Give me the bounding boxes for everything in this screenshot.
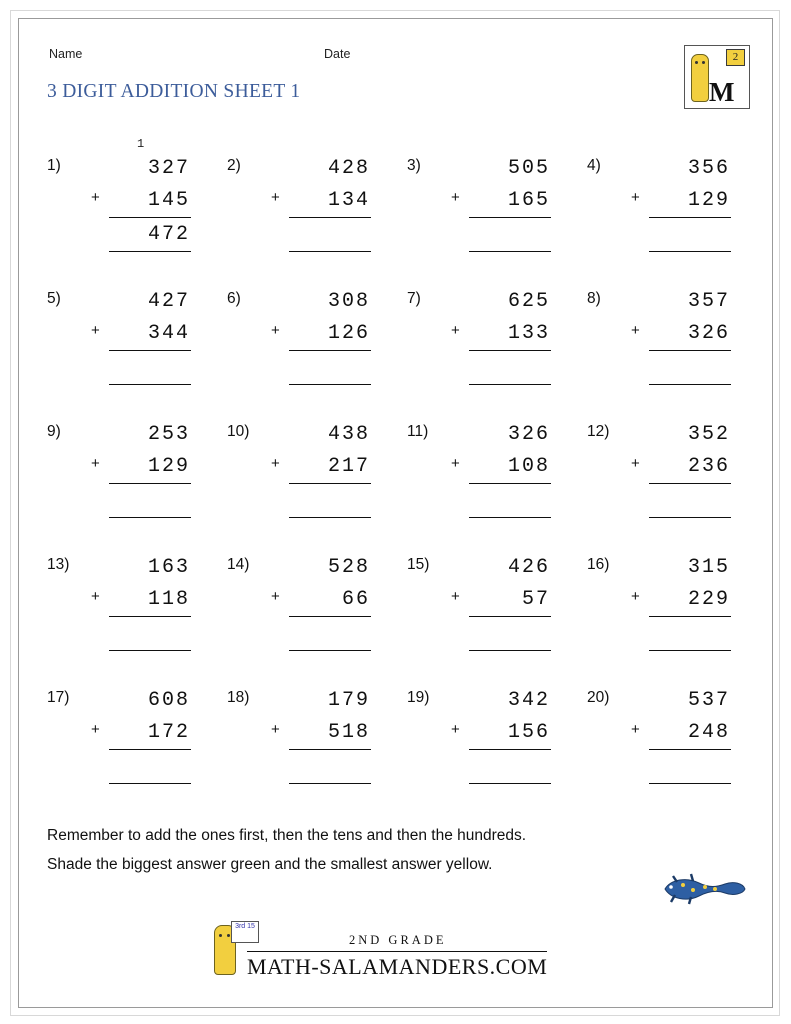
addend-top: 342 xyxy=(507,689,550,712)
addend-top: 625 xyxy=(507,290,550,313)
addend-bottom: 57 xyxy=(521,588,550,611)
sum-rule xyxy=(109,350,191,351)
plus-sign: + xyxy=(271,322,280,339)
addend-top: 505 xyxy=(507,157,550,180)
addend-top: 537 xyxy=(687,689,730,712)
problem-number: 17) xyxy=(47,689,70,706)
plus-sign: + xyxy=(451,189,460,206)
plus-sign: + xyxy=(91,322,100,339)
answer-rule xyxy=(649,384,731,385)
problem-number: 5) xyxy=(47,290,61,307)
addend-top: 356 xyxy=(687,157,730,180)
sum-rule xyxy=(289,616,371,617)
plus-sign: + xyxy=(271,588,280,605)
plus-sign: + xyxy=(631,588,640,605)
mascot-sign-icon: 3rd 15 xyxy=(231,921,259,943)
addend-bottom: 518 xyxy=(327,721,370,744)
addend-bottom: 126 xyxy=(327,322,370,345)
addend-top: 327 xyxy=(147,157,190,180)
plus-sign: + xyxy=(451,322,460,339)
answer-rule xyxy=(109,517,191,518)
sum-rule xyxy=(289,217,371,218)
problem-number: 7) xyxy=(407,290,421,307)
instruction-line-2: Shade the biggest answer green and the smallest answer yellow. xyxy=(47,856,493,873)
problem-row xyxy=(19,272,772,405)
plus-sign: + xyxy=(271,455,280,472)
answer-field[interactable]: 472 xyxy=(147,223,190,246)
sum-rule xyxy=(469,350,551,351)
addend-bottom: 236 xyxy=(687,455,730,478)
addend-bottom: 229 xyxy=(687,588,730,611)
answer-rule xyxy=(469,251,551,252)
sum-rule xyxy=(289,483,371,484)
answer-rule xyxy=(109,783,191,784)
addend-top: 352 xyxy=(687,423,730,446)
problem-row xyxy=(19,538,772,671)
problem-number: 9) xyxy=(47,423,61,440)
addend-bottom: 145 xyxy=(147,189,190,212)
addend-top: 163 xyxy=(147,556,190,579)
sum-rule xyxy=(649,483,731,484)
addend-top: 426 xyxy=(507,556,550,579)
plus-sign: + xyxy=(451,721,460,738)
addend-bottom: 129 xyxy=(147,455,190,478)
answer-rule xyxy=(109,650,191,651)
instruction-line-1: Remember to add the ones first, then the tens and then the hundreds. xyxy=(47,827,527,844)
addend-top: 428 xyxy=(327,157,370,180)
problem-number: 2) xyxy=(227,157,241,174)
addend-top: 308 xyxy=(327,290,370,313)
grade-label: 2ND GRADE xyxy=(349,933,447,947)
sum-rule xyxy=(109,217,191,218)
addend-bottom: 133 xyxy=(507,322,550,345)
carry-digit: 1 xyxy=(137,137,145,151)
plus-sign: + xyxy=(451,588,460,605)
problem-row xyxy=(19,671,772,804)
addend-top: 528 xyxy=(327,556,370,579)
answer-rule xyxy=(649,783,731,784)
problem-number: 13) xyxy=(47,556,70,573)
plus-sign: + xyxy=(91,189,100,206)
sum-rule xyxy=(649,749,731,750)
answer-rule xyxy=(649,517,731,518)
answer-rule xyxy=(289,650,371,651)
problem-number: 12) xyxy=(587,423,610,440)
problem-row xyxy=(19,405,772,538)
addend-bottom: 108 xyxy=(507,455,550,478)
problem-grid xyxy=(19,139,772,804)
math-salamanders-logo xyxy=(684,45,750,109)
addend-bottom: 248 xyxy=(687,721,730,744)
addend-top: 427 xyxy=(147,290,190,313)
answer-rule xyxy=(109,384,191,385)
problem-number: 18) xyxy=(227,689,250,706)
plus-sign: + xyxy=(91,455,100,472)
problem-number: 14) xyxy=(227,556,250,573)
sum-rule xyxy=(649,350,731,351)
sum-rule xyxy=(469,616,551,617)
problem-number: 3) xyxy=(407,157,421,174)
addend-bottom: 156 xyxy=(507,721,550,744)
sum-rule xyxy=(109,616,191,617)
answer-rule xyxy=(289,251,371,252)
plus-sign: + xyxy=(631,189,640,206)
plus-sign: + xyxy=(271,721,280,738)
problem-number: 4) xyxy=(587,157,601,174)
plus-sign: + xyxy=(451,455,460,472)
plus-sign: + xyxy=(631,721,640,738)
sum-rule xyxy=(469,483,551,484)
addend-bottom: 129 xyxy=(687,189,730,212)
worksheet-sheet xyxy=(18,18,773,1008)
addend-bottom: 165 xyxy=(507,189,550,212)
sum-rule xyxy=(469,217,551,218)
sum-rule xyxy=(109,483,191,484)
answer-rule xyxy=(469,650,551,651)
problem-number: 19) xyxy=(407,689,430,706)
name-label: Name xyxy=(49,47,83,61)
addend-bottom: 134 xyxy=(327,189,370,212)
answer-rule xyxy=(289,783,371,784)
worksheet-header xyxy=(19,19,772,139)
page-title: 3 DIGIT ADDITION SHEET 1 xyxy=(47,81,301,102)
sum-rule xyxy=(649,616,731,617)
instructions xyxy=(47,821,737,879)
logo-letter-m: M xyxy=(709,77,735,107)
problem-number: 15) xyxy=(407,556,430,573)
addend-top: 315 xyxy=(687,556,730,579)
sum-rule xyxy=(289,350,371,351)
addend-bottom: 172 xyxy=(147,721,190,744)
date-label: Date xyxy=(324,47,351,61)
answer-rule xyxy=(289,384,371,385)
problem-number: 8) xyxy=(587,290,601,307)
lizard-icon xyxy=(657,871,747,905)
answer-rule xyxy=(649,650,731,651)
answer-rule xyxy=(469,517,551,518)
addend-bottom: 344 xyxy=(147,322,190,345)
problem-number: 1) xyxy=(47,157,61,174)
sum-rule xyxy=(469,749,551,750)
site-url[interactable]: MATH-SALAMANDERS.COM xyxy=(247,951,547,980)
problem-number: 16) xyxy=(587,556,610,573)
addend-top: 253 xyxy=(147,423,190,446)
plus-sign: + xyxy=(91,721,100,738)
sum-rule xyxy=(109,749,191,750)
addend-bottom: 66 xyxy=(341,588,370,611)
sum-rule xyxy=(289,749,371,750)
problem-number: 11) xyxy=(407,423,429,440)
addend-top: 357 xyxy=(687,290,730,313)
problem-number: 6) xyxy=(227,290,241,307)
problem-number: 20) xyxy=(587,689,610,706)
addend-top: 608 xyxy=(147,689,190,712)
plus-sign: + xyxy=(91,588,100,605)
answer-rule xyxy=(469,783,551,784)
sum-rule xyxy=(649,217,731,218)
grade-badge: 2 xyxy=(726,49,745,66)
addend-top: 326 xyxy=(507,423,550,446)
answer-rule xyxy=(649,251,731,252)
addend-bottom: 326 xyxy=(687,322,730,345)
brand-footer xyxy=(19,915,772,1001)
addend-bottom: 118 xyxy=(147,588,190,611)
answer-rule xyxy=(109,251,191,252)
answer-rule xyxy=(469,384,551,385)
addend-top: 438 xyxy=(327,423,370,446)
answer-rule xyxy=(289,517,371,518)
addend-top: 179 xyxy=(327,689,370,712)
salamander-icon xyxy=(691,54,709,102)
plus-sign: + xyxy=(631,322,640,339)
problem-row xyxy=(19,139,772,272)
problem-number: 10) xyxy=(227,423,250,440)
plus-sign: + xyxy=(271,189,280,206)
addend-bottom: 217 xyxy=(327,455,370,478)
plus-sign: + xyxy=(631,455,640,472)
